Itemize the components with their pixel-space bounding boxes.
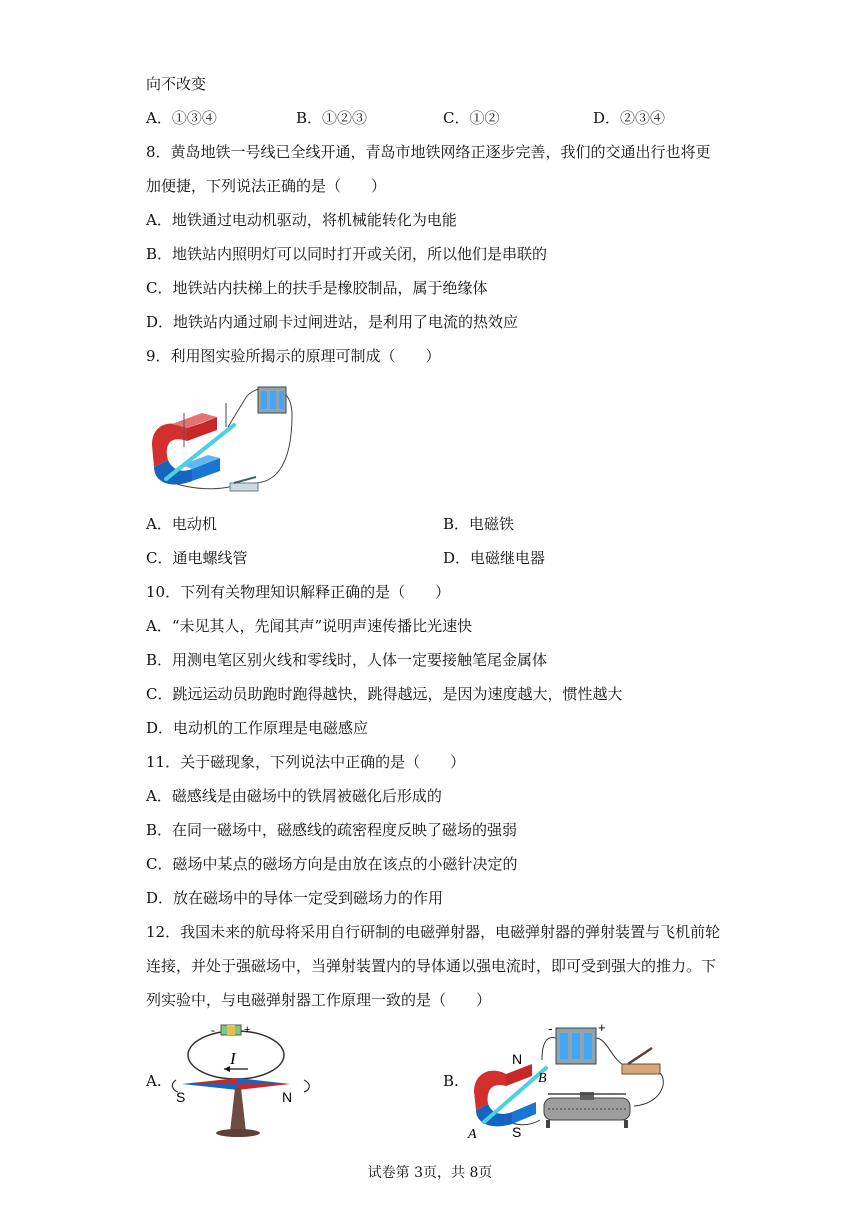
wire-loop — [188, 1031, 284, 1079]
switch-icon — [230, 477, 258, 491]
q12-figure-a — [164, 1022, 316, 1140]
q12-option-a-label: A. — [146, 1072, 162, 1090]
q8-option-d: D．地铁站内通过刷卡过闸进站，是利用了电流的热效应 — [146, 313, 519, 331]
q11-option-b: B．在同一磁场中，磁感线的疏密程度反映了磁场的强弱 — [146, 821, 518, 839]
q9-option-a: A．电动机 — [146, 515, 217, 533]
q10-option-d: D．电动机的工作原理是电磁感应 — [146, 719, 369, 737]
wire — [634, 1072, 663, 1106]
battery-minus-label: - — [211, 1023, 215, 1037]
q10-option-a: A．“未见其人，先闻其声”说明声速传播比光速快 — [146, 617, 473, 635]
magnet-north-label: N — [512, 1051, 523, 1067]
q12-option-b-label: B. — [443, 1072, 459, 1090]
q8-option-b: B．地铁站内照明灯可以同时打开或关闭，所以他们是串联的 — [146, 245, 548, 263]
q8-option-a: A．地铁通过电动机驱动，将机械能转化为电能 — [146, 211, 457, 229]
battery-minus-label: - — [548, 1020, 553, 1036]
q12-stem-line1: 12．我国未来的航母将采用自行研制的电磁弹射器，电磁弹射器的弹射装置与飞机前轮 — [146, 923, 721, 941]
q7-option-c: C．①② — [443, 109, 500, 127]
q11-stem: 11．关于磁现象，下列说法中正确的是（ ） — [146, 753, 466, 771]
q9-option-d: D．电磁继电器 — [443, 549, 546, 567]
q12-figure-b — [464, 1020, 669, 1142]
q8-option-c: C．地铁站内扶梯上的扶手是橡胶制品，属于绝缘体 — [146, 279, 488, 297]
current-label: I — [230, 1049, 236, 1068]
q10-option-c: C．跳远运动员助跑时跑得越快，跳得越远，是因为速度越大，惯性越大 — [146, 685, 623, 703]
battery-plus-label: + — [598, 1020, 606, 1035]
compass-north-label: N — [282, 1089, 293, 1105]
q8-stem-line1: 8．黄岛地铁一号线已全线开通，青岛市地铁网络正逐步完善，我们的交通出行也将更 — [146, 143, 711, 161]
q9-experiment-figure — [142, 375, 307, 500]
magnet-south-label: S — [512, 1124, 522, 1140]
q8-stem-line2: 加便捷，下列说法正确的是（ ） — [146, 177, 387, 195]
q12-stem-line2: 连接，并处于强磁场中，当弹射装置内的导体通以强电流时，即可受到强大的推力。下 — [146, 957, 717, 975]
wire — [596, 1038, 622, 1064]
magnet-icon — [152, 413, 220, 485]
needle-stand — [230, 1088, 246, 1132]
rotation-arrow-icon — [304, 1080, 309, 1092]
q7-option-d: D．②③④ — [593, 109, 666, 127]
battery-icon — [221, 1025, 241, 1035]
rod-end-b-label: B — [538, 1071, 547, 1086]
q9-stem: 9．利用图实验所揭示的原理可制成（ ） — [146, 347, 441, 365]
q9-option-b: B．电磁铁 — [443, 515, 515, 533]
page-footer: 试卷第 3页，共 8页 — [367, 1165, 493, 1181]
rod-end-a-label: A — [468, 1127, 477, 1142]
q10-stem: 10．下列有关物理知识解释正确的是（ ） — [146, 583, 451, 601]
wire — [542, 1038, 556, 1060]
compass-south-label: S — [176, 1089, 186, 1105]
q11-option-a: A．磁感线是由磁场中的铁屑被磁化后形成的 — [146, 787, 442, 805]
q10-option-b: B．用测电笔区别火线和零线时，人体一定要接触笔尾金属体 — [146, 651, 548, 669]
q11-option-d: D．放在磁场中的导体一定受到磁场力的作用 — [146, 889, 444, 907]
magnet-icon — [474, 1064, 536, 1126]
q7-option-a: A．①③④ — [146, 109, 217, 127]
q11-option-c: C．磁场中某点的磁场方向是由放在该点的小磁针决定的 — [146, 855, 518, 873]
battery-plus-label: + — [244, 1024, 251, 1036]
switch-icon — [622, 1048, 660, 1074]
rheostat-icon — [544, 1092, 630, 1128]
q9-option-c: C．通电螺线管 — [146, 549, 248, 567]
q12-stem-line3: 列实验中，与电磁弹射器工作原理一致的是（ ） — [146, 991, 492, 1009]
battery-icon — [556, 1028, 596, 1064]
continuation-text: 向不改变 — [146, 75, 207, 93]
q7-option-b: B．①②③ — [296, 109, 368, 127]
battery-icon — [258, 387, 286, 413]
